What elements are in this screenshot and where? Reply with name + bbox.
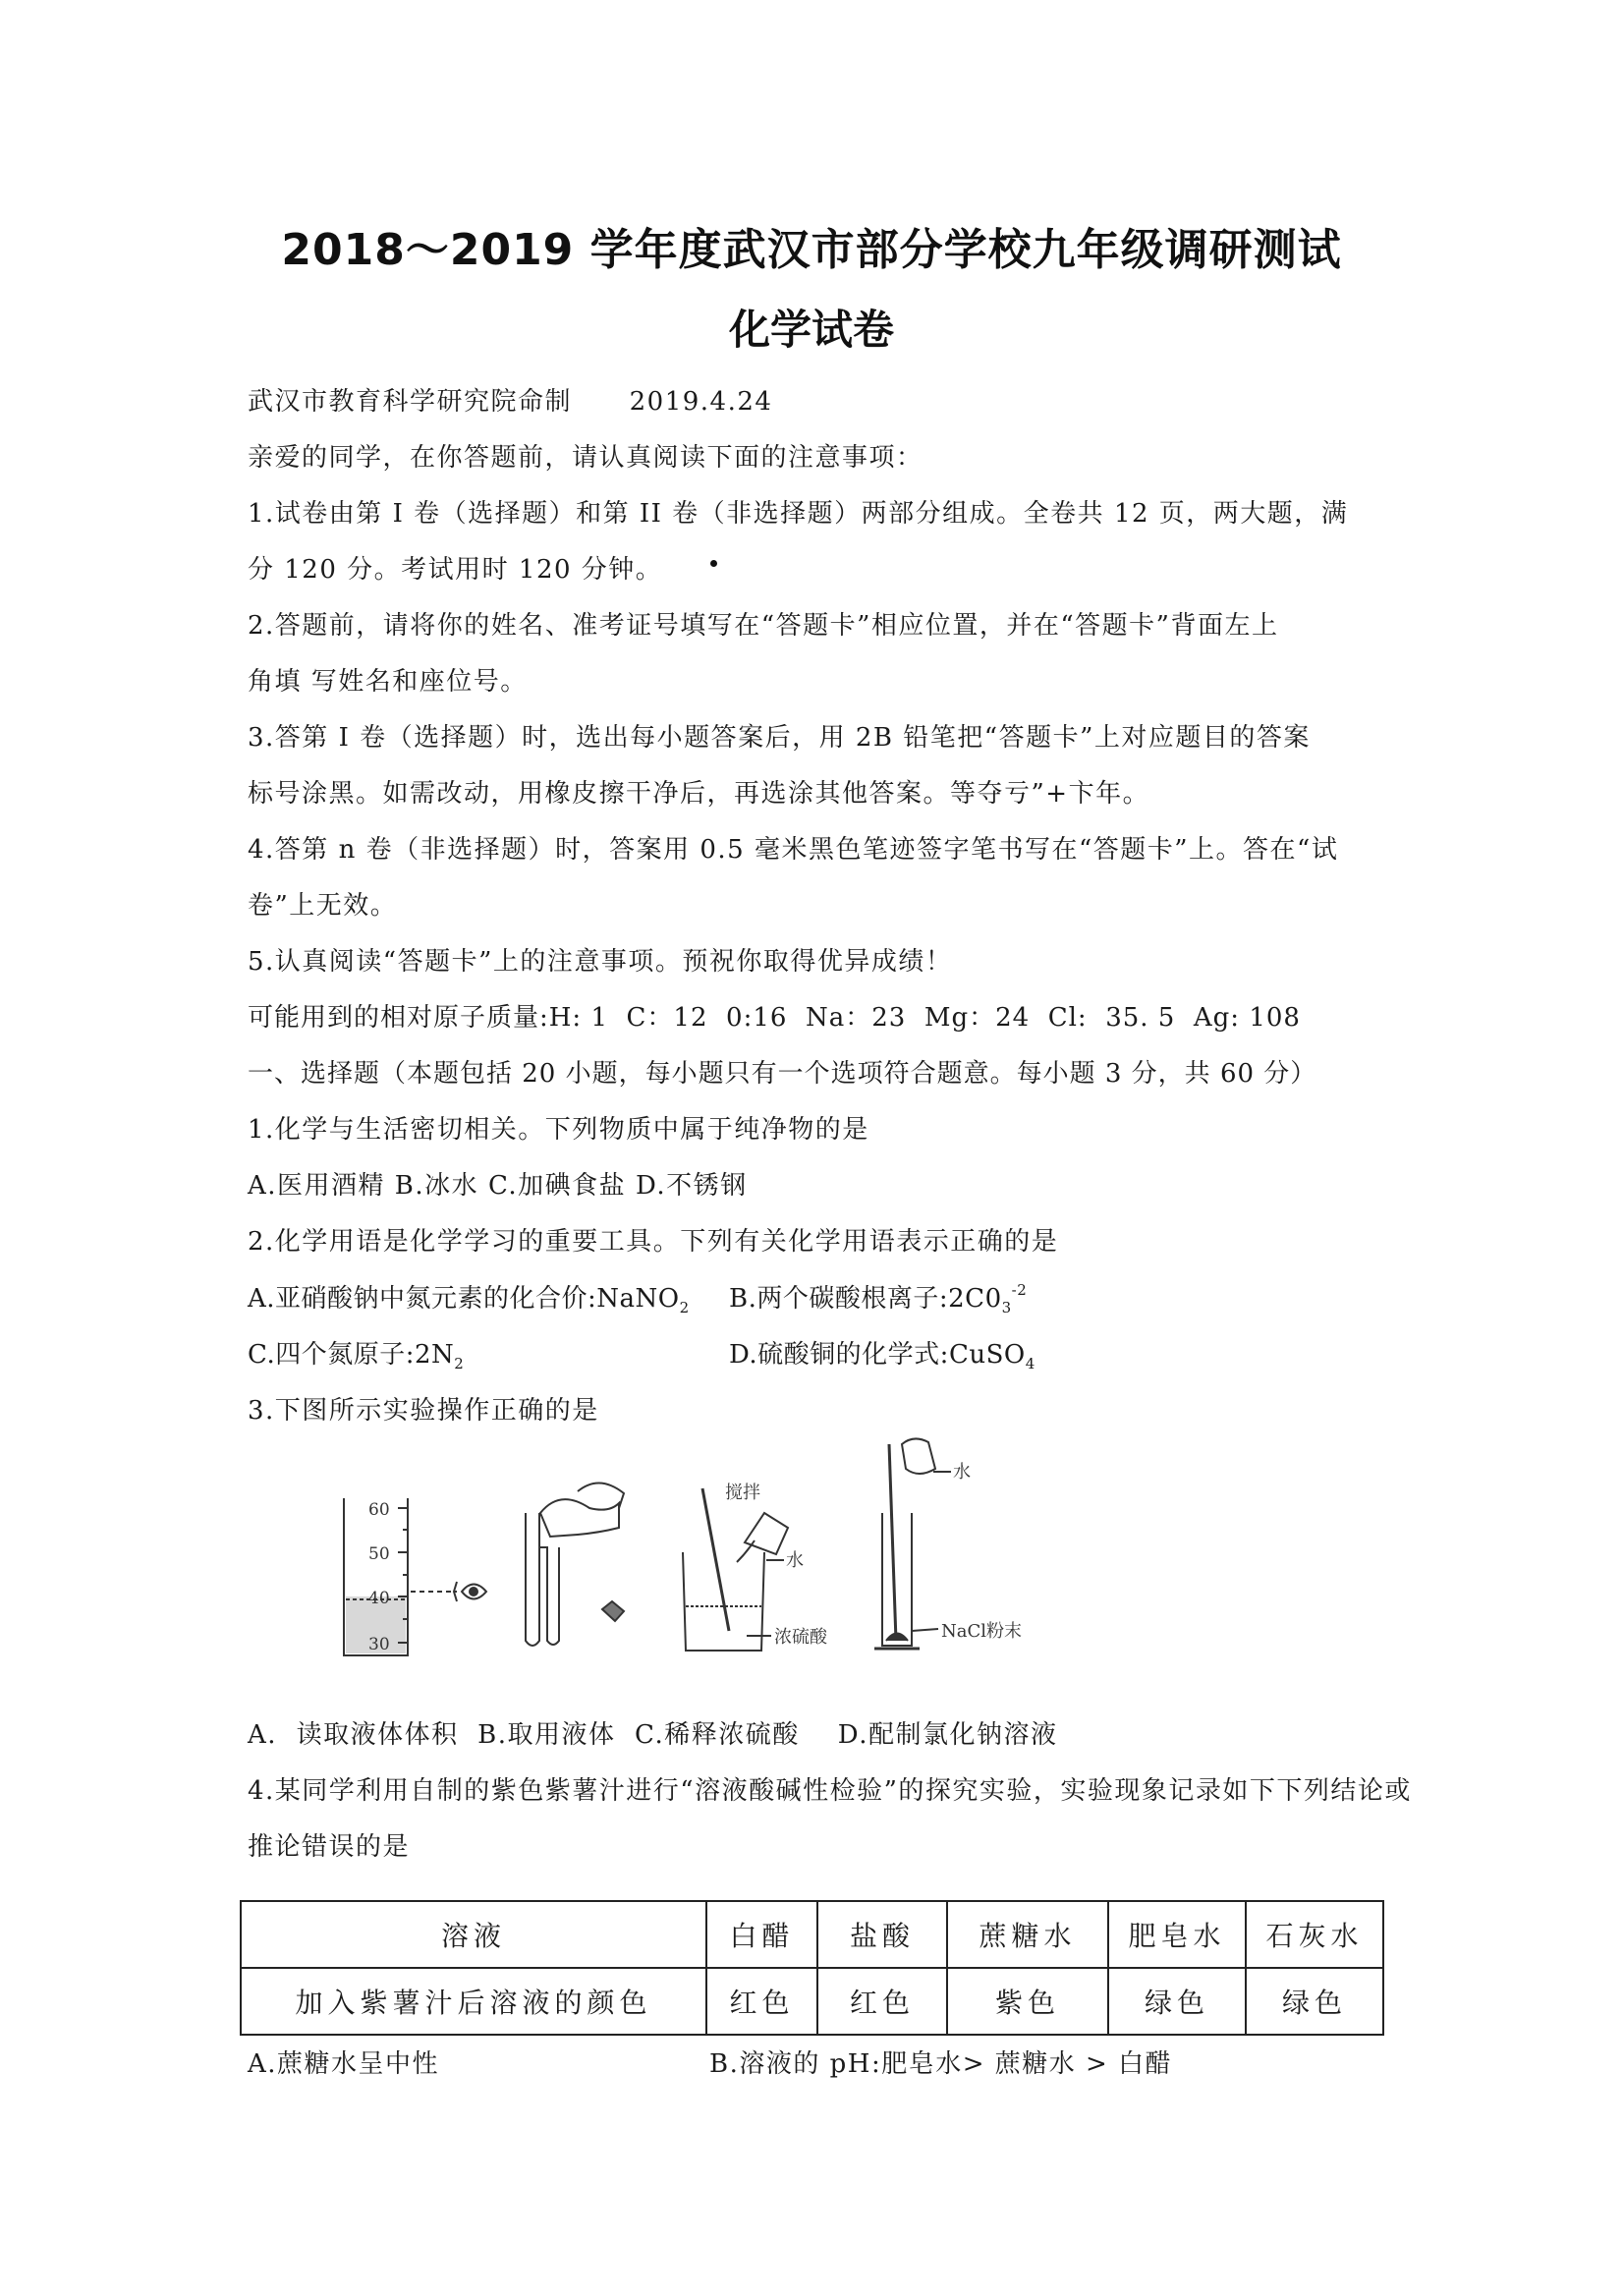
header-label: 溶液: [241, 1901, 706, 1968]
label-water-2: 水: [953, 1462, 971, 1483]
q1-options: A.医用酒精 B.冰水 C.加碘食盐 D.不锈钢: [248, 1171, 748, 1201]
stray-dot: [710, 560, 717, 567]
table-header-row: [241, 1901, 1383, 1968]
indicator-table: [240, 1900, 1384, 2036]
tick-40: 40: [368, 1589, 390, 1608]
q2-option-a-text: A.亚硝酸钠中氮元素的化合价:NaNO: [248, 1284, 680, 1314]
eye-icon: [462, 1585, 486, 1599]
exam-subtitle: 化学试卷: [728, 306, 894, 354]
q1-stem: 1.化学与生活密切相关。下列物质中属于纯净物的是: [248, 1115, 869, 1145]
notice-item-3a: 3.答第 I 卷（选择题）时，选出每小题答案后，用 2B 铅笔把“答题卡”上对应题目的答案: [248, 723, 1311, 753]
issuer-line: [248, 381, 772, 418]
q2-option-a-sub: 2: [679, 1299, 690, 1316]
label-water: 水: [786, 1550, 804, 1571]
col-header: 石灰水: [1246, 1901, 1383, 1968]
graduated-cylinder: [344, 1498, 486, 1655]
cylinder-with-funnel-beaker: [874, 1438, 1022, 1649]
issue-date: 2019.4.24: [629, 387, 773, 417]
q3-stem: 3.下图所示实验操作正确的是: [248, 1396, 599, 1426]
q4-stem-a: 4.某同学利用自制的紫色紫薯汁进行“溶液酸碱性检验”的探究实验，实验现象记录如下下列结论或: [248, 1776, 1412, 1806]
q3-options: A. 读取液体体积 B.取用液体 C.稀释浓硫酸 D.配制氯化钠溶液: [248, 1720, 1058, 1750]
q2-option-b: [729, 1278, 1027, 1316]
q2-option-b-text: B.两个碳酸根离子:2C0: [729, 1284, 1002, 1314]
label-stir: 搅拌: [725, 1483, 760, 1503]
q3-figure: [324, 1434, 1071, 1670]
notice-item-5: 5.认真阅读“答题卡”上的注意事项。预祝你取得优异成绩！: [248, 947, 953, 977]
q2-option-c-sub: 2: [454, 1355, 465, 1372]
table-cell: 红色: [817, 1968, 947, 2035]
col-header: 肥皂水: [1108, 1901, 1246, 1968]
tick-60: 60: [368, 1500, 390, 1520]
table-cell: 绿色: [1246, 1968, 1383, 2035]
tick-50: 50: [368, 1544, 390, 1564]
exam-title: 2018～2019 学年度武汉市部分学校九年级调研测试: [281, 225, 1342, 275]
notice-item-2a: 2.答题前，请将你的姓名、准考证号填写在“答题卡”相应位置，并在“答题卡”背面左上: [248, 611, 1279, 641]
notice-intro: 亲爱的同学，在你答题前，请认真阅读下面的注意事项：: [248, 443, 923, 473]
tick-30: 30: [368, 1635, 390, 1654]
notice-item-2b: 角填 写姓名和座位号。: [248, 667, 528, 697]
q4-option-b: B.溶液的 pH:肥皂水> 蔗糖水 > 白醋: [709, 2049, 1173, 2079]
notice-item-4b: 卷”上无效。: [248, 891, 398, 921]
atomic-masses: 可能用到的相对原子质量:H: 1 C：12 0:16 Na：23 Mg：24 Cl: 35. 5 Ag: 108: [248, 1003, 1301, 1033]
notice-item-1a: 1.试卷由第 I 卷（选择题）和第 II 卷（非选择题）两部分组成。全卷共 12 页，两大题，满: [248, 499, 1349, 529]
table-cell: 红色: [706, 1968, 817, 2035]
q2-option-a: [248, 1278, 690, 1316]
col-header: 蔗糖水: [947, 1901, 1108, 1968]
col-header: 盐酸: [817, 1901, 947, 1968]
q2-option-b-sub: 3: [1001, 1299, 1012, 1316]
col-header: 白醋: [706, 1901, 817, 1968]
q2-option-d-text: D.硫酸铜的化学式:CuSO: [729, 1340, 1026, 1370]
label-nacl: NaCl粉末: [941, 1621, 1023, 1642]
pouring-test-tube: [526, 1483, 624, 1646]
q2-option-d-sub: 4: [1025, 1355, 1035, 1372]
q4-option-a: A.蔗糖水呈中性: [248, 2049, 440, 2079]
beaker-with-stirring-rod: [683, 1483, 828, 1651]
q2-option-b-sup: -2: [1011, 1281, 1028, 1299]
q2-option-d: [729, 1334, 1035, 1372]
section-1-header: 一、选择题（本题包括 20 小题，每小题只有一个选项符合题意。每小题 3 分，共 60 分）: [248, 1059, 1317, 1089]
q2-option-c: [248, 1334, 464, 1372]
q2-option-c-text: C.四个氮原子:2N: [248, 1340, 455, 1370]
issuer: 武汉市教育科学研究院命制: [248, 387, 573, 417]
label-acid: 浓硫酸: [774, 1627, 827, 1648]
row-label: 加入紫薯汁后溶液的颜色: [241, 1968, 706, 2035]
notice-item-1b: 分 120 分。考试用时 120 分钟。: [248, 555, 663, 585]
table-cell: 紫色: [947, 1968, 1108, 2035]
q4-stem-b: 推论错误的是: [248, 1832, 411, 1862]
q2-stem: 2.化学用语是化学学习的重要工具。下列有关化学用语表示正确的是: [248, 1227, 1059, 1257]
table-cell: 绿色: [1108, 1968, 1246, 2035]
notice-item-4a: 4.答第 n 卷（非选择题）时，答案用 0.5 毫米黑色笔迹签字笔书写在“答题卡”上。答在“试: [248, 835, 1339, 865]
table-row: [241, 1968, 1383, 2035]
notice-item-3b: 标号涂黑。如需改动，用橡皮擦干净后，再选涂其他答案。等夺亏”+卞年。: [248, 779, 1150, 809]
